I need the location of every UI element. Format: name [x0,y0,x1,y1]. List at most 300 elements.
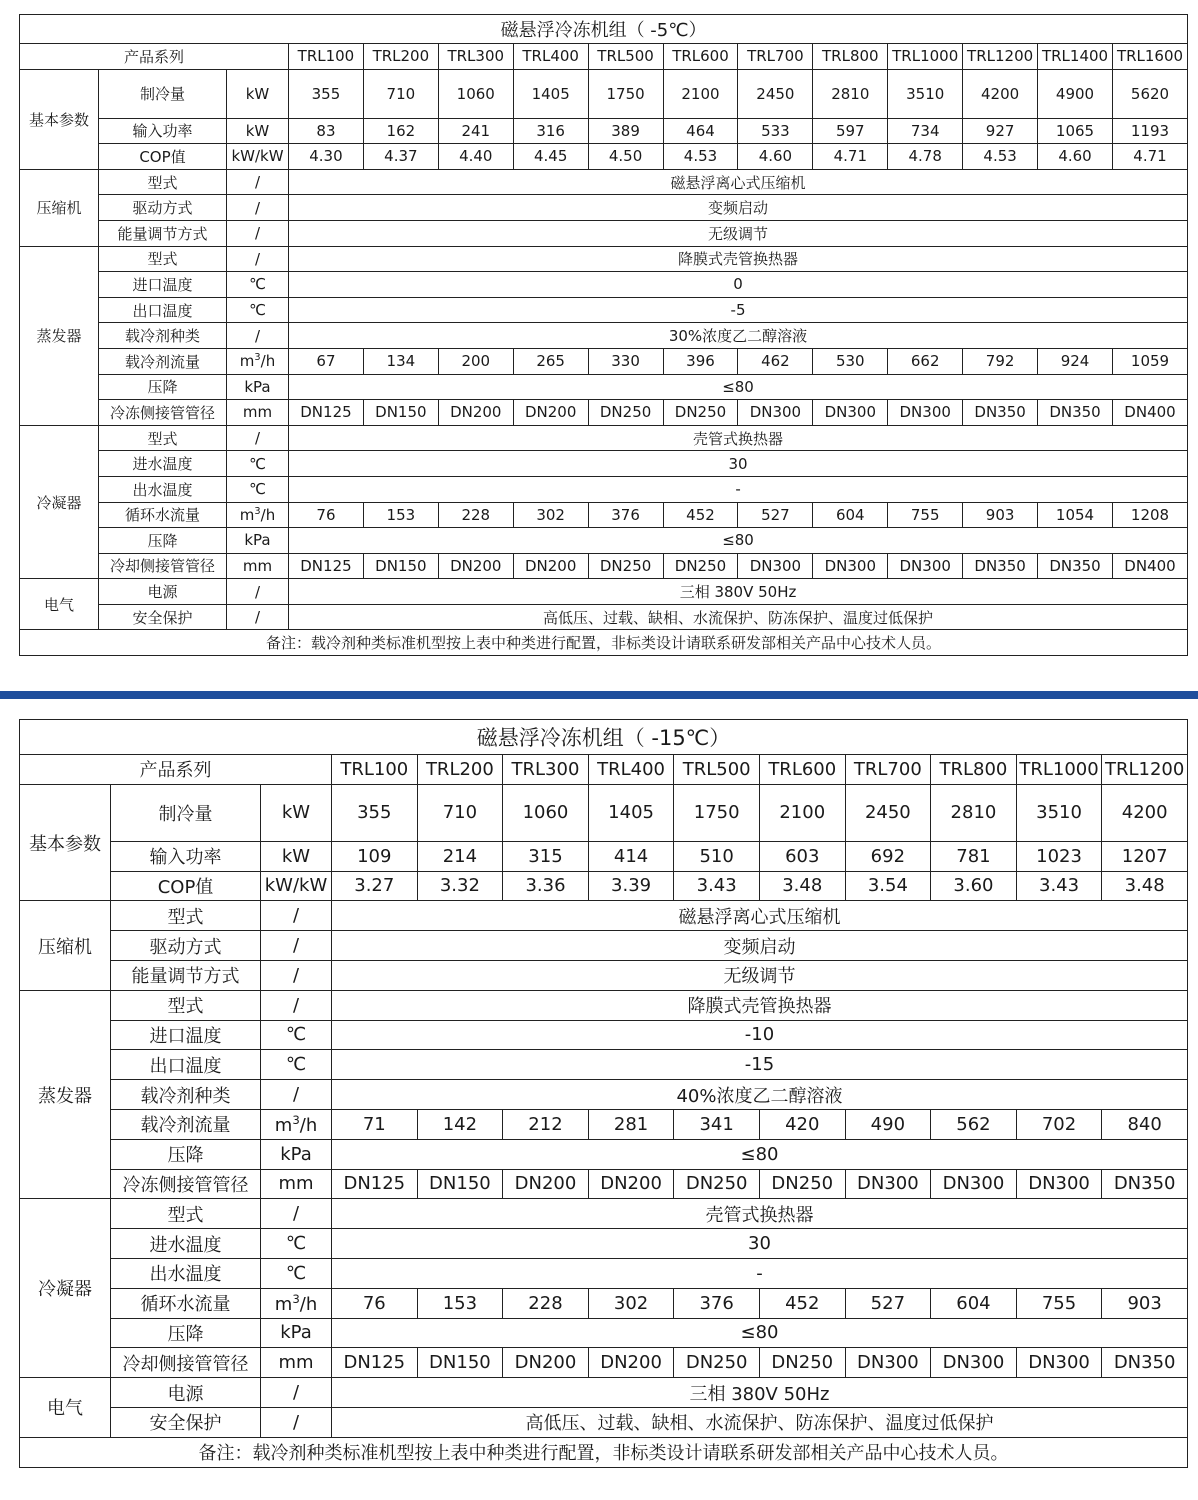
row-value: 228 [438,502,513,528]
group-label: 基本参数 [20,784,111,901]
row-value: DN150 [417,1169,503,1199]
row-value: 1060 [438,69,513,118]
table-row [20,960,1188,990]
row-value: 4200 [963,69,1038,118]
row-value: DN125 [332,1348,418,1378]
row-value: DN200 [588,1348,674,1378]
row-span-value: 变频启动 [289,195,1188,221]
row-label: 进口温度 [99,272,227,298]
model-name: TRL800 [931,755,1017,785]
row-value: 355 [289,69,364,118]
row-unit: mm [227,400,289,426]
table-title: 磁悬浮冷冻机组（ -15℃） [20,720,1188,755]
row-label: 电源 [99,579,227,605]
row-value: DN200 [503,1169,589,1199]
row-label: 输入功率 [111,841,261,871]
row-value: 662 [888,348,963,374]
table-row [20,220,1188,246]
row-unit: ℃ [227,451,289,477]
table-row [20,118,1188,144]
row-value: 3.48 [1102,871,1188,901]
row-value: 341 [674,1109,760,1139]
row-value: 527 [845,1288,931,1318]
row-value: 389 [588,118,663,144]
row-value: 281 [588,1109,674,1139]
row-value: 4.53 [663,144,738,170]
row-label: 能量调节方式 [99,220,227,246]
series-label: 产品系列 [20,755,332,785]
row-value: 490 [845,1109,931,1139]
group-label: 压缩机 [20,901,111,990]
row-value: 562 [931,1109,1017,1139]
table-row [20,69,1188,118]
row-value: DN350 [963,553,1038,579]
model-header-row [20,44,1188,70]
row-span-value: 降膜式壳管换热器 [332,990,1188,1020]
row-value: DN250 [759,1169,845,1199]
row-value: DN250 [588,400,663,426]
row-value: 4.53 [963,144,1038,170]
row-label: 安全保护 [111,1407,261,1437]
model-name: TRL300 [438,44,513,70]
row-unit: $m^3/h$ [227,348,289,374]
row-value: 67 [289,348,364,374]
row-unit: kW [261,841,332,871]
row-value: DN300 [738,400,813,426]
row-label: 载冷剂流量 [99,348,227,374]
row-value: 2450 [845,784,931,841]
row-label: 制冷量 [99,69,227,118]
row-label: COP值 [111,871,261,901]
row-unit: / [227,195,289,221]
row-value: 2450 [738,69,813,118]
row-unit: kW/kW [261,871,332,901]
row-span-value: ≤80 [332,1318,1188,1348]
group-label: 电气 [20,1378,111,1438]
row-span-value: 40%浓度乙二醇溶液 [332,1080,1188,1110]
row-value: 4.71 [813,144,888,170]
row-value: 3.43 [674,871,760,901]
row-value: 1750 [674,784,760,841]
row-value: 315 [503,841,589,871]
row-value: 3.32 [417,871,503,901]
row-span-value: -10 [332,1020,1188,1050]
row-value: DN300 [738,553,813,579]
row-value: DN350 [963,400,1038,426]
row-value: DN250 [588,553,663,579]
row-label: 驱动方式 [111,931,261,961]
row-value: 76 [332,1288,418,1318]
series-label: 产品系列 [20,44,289,70]
row-value: DN250 [663,553,738,579]
row-value: 71 [332,1109,418,1139]
row-unit: mm [227,553,289,579]
row-unit: / [261,1080,332,1110]
row-unit: / [227,169,289,195]
row-value: 265 [513,348,588,374]
row-label: 型式 [99,425,227,451]
row-value: 510 [674,841,760,871]
row-value: 142 [417,1109,503,1139]
table-row [20,1080,1188,1110]
group-label: 冷凝器 [20,425,99,579]
row-unit: ℃ [261,1258,332,1288]
table-row [20,425,1188,451]
model-name: TRL400 [588,755,674,785]
row-value: 162 [363,118,438,144]
table-row [20,297,1188,323]
row-label: 能量调节方式 [111,960,261,990]
row-label: 压降 [111,1318,261,1348]
row-unit: ℃ [261,1050,332,1080]
row-value: 109 [332,841,418,871]
table-row [20,1378,1188,1408]
model-header-row [20,755,1188,785]
row-label: COP值 [99,144,227,170]
row-value: 420 [759,1109,845,1139]
row-value: 702 [1016,1109,1102,1139]
row-value: 4.60 [1038,144,1113,170]
row-value: DN125 [289,553,364,579]
table-row [20,1318,1188,1348]
table-row [20,400,1188,426]
group-label: 基本参数 [20,69,99,169]
row-label: 出水温度 [99,476,227,502]
row-value: 302 [588,1288,674,1318]
row-label: 载冷剂流量 [111,1109,261,1139]
row-value: 924 [1038,348,1113,374]
table-row [20,1050,1188,1080]
row-value: 4.71 [1112,144,1187,170]
model-name: TRL1600 [1112,44,1187,70]
row-label: 冷冻侧接管管径 [99,400,227,426]
row-value: DN300 [813,553,888,579]
row-span-value: 变频启动 [332,931,1188,961]
row-value: DN300 [845,1169,931,1199]
row-value: 5620 [1112,69,1187,118]
row-value: 781 [931,841,1017,871]
table-row [20,1020,1188,1050]
row-value: 527 [738,502,813,528]
row-value: DN350 [1038,400,1113,426]
row-value: 4.60 [738,144,813,170]
row-value: 452 [759,1288,845,1318]
table-title: 磁悬浮冷冻机组（ -5℃） [20,15,1188,44]
table-row [20,1229,1188,1259]
row-span-value: 无级调节 [332,960,1188,990]
row-value: DN200 [588,1169,674,1199]
row-value: 228 [503,1288,589,1318]
row-value: DN400 [1112,400,1187,426]
model-name: TRL200 [363,44,438,70]
row-value: 710 [417,784,503,841]
row-value: 692 [845,841,931,871]
row-value: 2810 [931,784,1017,841]
row-unit: / [261,1199,332,1229]
row-value: 710 [363,69,438,118]
row-unit: / [227,425,289,451]
row-value: 4.40 [438,144,513,170]
model-name: TRL1200 [963,44,1038,70]
row-span-value: 30%浓度乙二醇溶液 [289,323,1188,349]
row-label: 型式 [111,990,261,1020]
table-row [20,144,1188,170]
row-unit: $m^3/h$ [261,1288,332,1318]
row-label: 进口温度 [111,1020,261,1050]
model-name: TRL800 [813,44,888,70]
row-value: 755 [888,502,963,528]
row-value: 2810 [813,69,888,118]
row-unit: kW [227,69,289,118]
row-value: 1208 [1112,502,1187,528]
row-span-value: 磁悬浮离心式压缩机 [332,901,1188,931]
table-row [20,451,1188,477]
row-label: 载冷剂种类 [111,1080,261,1110]
row-unit: kPa [227,374,289,400]
row-value: 4.78 [888,144,963,170]
row-unit: kPa [261,1318,332,1348]
row-value: 3.60 [931,871,1017,901]
row-value: DN125 [289,400,364,426]
row-label: 载冷剂种类 [99,323,227,349]
row-unit: ℃ [227,297,289,323]
group-label: 冷凝器 [20,1199,111,1378]
row-span-value: 0 [289,272,1188,298]
row-unit: ℃ [227,272,289,298]
row-value: DN300 [1016,1169,1102,1199]
row-value: DN200 [513,553,588,579]
row-value: 134 [363,348,438,374]
row-value: DN350 [1102,1348,1188,1378]
row-value: DN300 [813,400,888,426]
row-value: 302 [513,502,588,528]
table-row [20,931,1188,961]
row-value: DN300 [931,1348,1017,1378]
row-value: 76 [289,502,364,528]
model-name: TRL700 [738,44,813,70]
row-value: 533 [738,118,813,144]
table-row [20,990,1188,1020]
row-span-value: ≤80 [289,374,1188,400]
row-value: 2100 [759,784,845,841]
row-value: 414 [588,841,674,871]
row-value: 4.30 [289,144,364,170]
table-row [20,1199,1188,1229]
row-value: DN250 [663,400,738,426]
note-row [20,630,1188,656]
row-value: 3.48 [759,871,845,901]
model-name: TRL700 [845,755,931,785]
model-name: TRL100 [289,44,364,70]
row-label: 压降 [99,374,227,400]
row-value: 604 [931,1288,1017,1318]
row-label: 型式 [99,246,227,272]
row-label: 冷冻侧接管管径 [111,1169,261,1199]
row-value: 3.36 [503,871,589,901]
row-value: 355 [332,784,418,841]
row-value: DN300 [1016,1348,1102,1378]
row-value: 396 [663,348,738,374]
row-value: 927 [963,118,1038,144]
row-value: 840 [1102,1109,1188,1139]
table-row [20,1348,1188,1378]
note-row [20,1437,1188,1467]
row-value: 4900 [1038,69,1113,118]
row-value: 316 [513,118,588,144]
table-row [20,502,1188,528]
table-row [20,195,1188,221]
model-name: TRL300 [503,755,589,785]
row-value: 604 [813,502,888,528]
row-label: 进水温度 [99,451,227,477]
model-name: TRL400 [513,44,588,70]
table-row [20,246,1188,272]
row-value: DN300 [888,400,963,426]
row-value: 1207 [1102,841,1188,871]
row-unit: / [261,931,332,961]
row-span-value: ≤80 [289,528,1188,554]
row-label: 压降 [99,528,227,554]
row-span-value: - [289,476,1188,502]
row-value: DN250 [759,1348,845,1378]
row-value: 376 [588,502,663,528]
table-row [20,323,1188,349]
row-unit: kW [227,118,289,144]
row-span-value: ≤80 [332,1139,1188,1169]
row-unit: ℃ [227,476,289,502]
model-name: TRL600 [663,44,738,70]
table-row [20,604,1188,630]
row-label: 进水温度 [111,1229,261,1259]
row-value: 3510 [1016,784,1102,841]
row-value: 1405 [588,784,674,841]
row-unit: mm [261,1348,332,1378]
row-value: 1193 [1112,118,1187,144]
table-row [20,272,1188,298]
spec-table-minus5 [19,14,1188,656]
table-row [20,348,1188,374]
table-note: 备注：载冷剂种类标准机型按上表中种类进行配置，非标类设计请联系研发部相关产品中心技术人员。 [20,1437,1188,1467]
row-value: 464 [663,118,738,144]
row-value: 153 [417,1288,503,1318]
row-value: DN350 [1102,1169,1188,1199]
row-label: 出口温度 [99,297,227,323]
row-label: 循环水流量 [111,1288,261,1318]
row-value: 462 [738,348,813,374]
row-label: 出口温度 [111,1050,261,1080]
row-value: 903 [1102,1288,1188,1318]
row-span-value: 壳管式换热器 [289,425,1188,451]
row-value: 376 [674,1288,760,1318]
spec-table-minus15 [19,719,1188,1468]
row-label: 型式 [99,169,227,195]
table-row [20,579,1188,605]
row-value: 1023 [1016,841,1102,871]
table-row [20,1109,1188,1139]
group-label: 电气 [20,579,99,630]
group-label: 压缩机 [20,169,99,246]
row-unit: / [227,220,289,246]
row-span-value: -5 [289,297,1188,323]
row-unit: / [227,604,289,630]
row-value: 212 [503,1109,589,1139]
row-label: 型式 [111,1199,261,1229]
table-row [20,476,1188,502]
row-label: 驱动方式 [99,195,227,221]
row-value: 83 [289,118,364,144]
row-value: 4.45 [513,144,588,170]
row-span-value: -15 [332,1050,1188,1080]
row-value: DN250 [674,1169,760,1199]
row-value: 792 [963,348,1038,374]
row-value: 734 [888,118,963,144]
row-unit: $m^3/h$ [261,1109,332,1139]
row-unit: / [261,901,332,931]
row-value: DN400 [1112,553,1187,579]
row-span-value: 三相 380V 50Hz [289,579,1188,605]
model-name: TRL1400 [1038,44,1113,70]
table-row [20,1288,1188,1318]
row-label: 制冷量 [111,784,261,841]
group-label: 蒸发器 [20,990,111,1199]
row-value: 3.43 [1016,871,1102,901]
row-unit: $m^3/h$ [227,502,289,528]
row-value: 1065 [1038,118,1113,144]
row-value: 4.50 [588,144,663,170]
row-value: 1405 [513,69,588,118]
table-row [20,1258,1188,1288]
row-label: 循环水流量 [99,502,227,528]
table-row [20,1407,1188,1437]
row-value: 153 [363,502,438,528]
table-row [20,1139,1188,1169]
row-value: 1060 [503,784,589,841]
model-name: TRL500 [588,44,663,70]
row-value: 4.37 [363,144,438,170]
row-unit: ℃ [261,1229,332,1259]
row-unit: ℃ [261,1020,332,1050]
table-note: 备注：载冷剂种类标准机型按上表中种类进行配置，非标类设计请联系研发部相关产品中心技术人员。 [20,630,1188,656]
row-unit: / [227,246,289,272]
model-name: TRL1200 [1102,755,1188,785]
table-title-row [20,15,1188,44]
row-value: 1750 [588,69,663,118]
row-label: 冷却侧接管管径 [99,553,227,579]
row-label: 安全保护 [99,604,227,630]
row-span-value: 30 [332,1229,1188,1259]
row-value: DN150 [363,400,438,426]
row-value: DN350 [1038,553,1113,579]
row-value: DN150 [417,1348,503,1378]
table-row [20,1169,1188,1199]
row-value: 903 [963,502,1038,528]
row-label: 型式 [111,901,261,931]
row-span-value: - [332,1258,1188,1288]
table-row [20,374,1188,400]
row-unit: mm [261,1169,332,1199]
row-value: 241 [438,118,513,144]
row-span-value: 降膜式壳管换热器 [289,246,1188,272]
row-value: 755 [1016,1288,1102,1318]
table-row [20,871,1188,901]
row-label: 压降 [111,1139,261,1169]
model-name: TRL1000 [888,44,963,70]
row-value: DN125 [332,1169,418,1199]
row-value: 603 [759,841,845,871]
row-label: 输入功率 [99,118,227,144]
model-name: TRL200 [417,755,503,785]
row-span-value: 磁悬浮离心式压缩机 [289,169,1188,195]
